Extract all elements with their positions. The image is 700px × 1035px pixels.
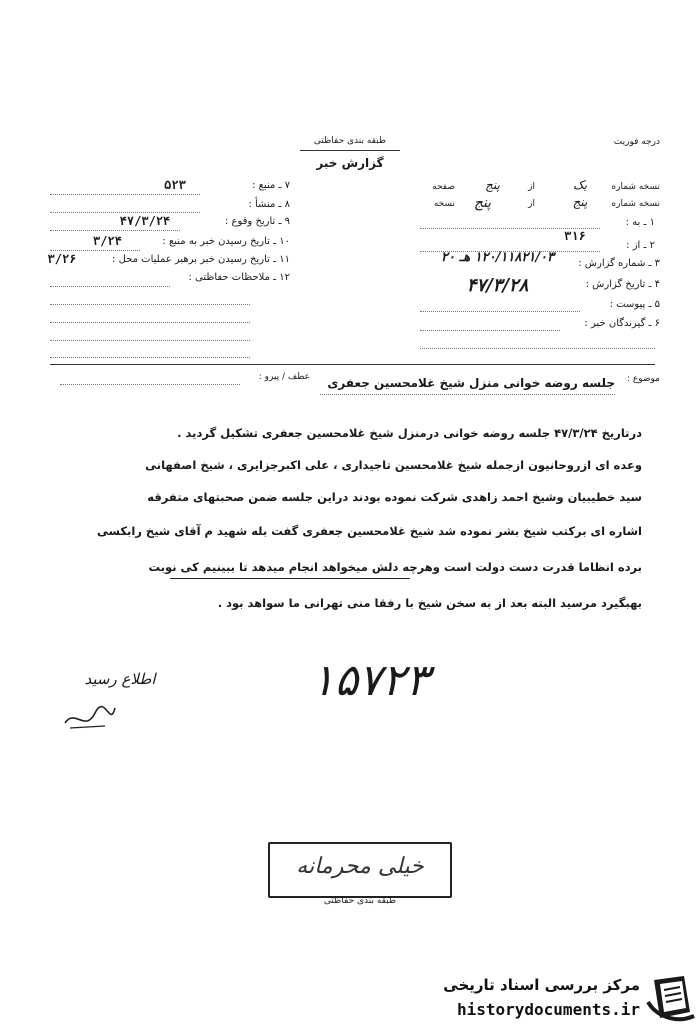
dotline bbox=[420, 330, 560, 331]
copy-number2-value: پنج bbox=[572, 195, 588, 209]
body-line: وعده ای ازروحانیون ازجمله شیخ غلامحسین تاجیداری ، علی اکبرجزایری ، شیخ اصفهانی bbox=[145, 458, 642, 472]
attachment-label: ۵ ـ پیوست : bbox=[609, 299, 660, 310]
body-line: برده انظاما قدرت دست دولت است وهرچه دلش میخواهد انجام میدهد تا ببینیم کی نوبت bbox=[148, 560, 642, 574]
body-line: اشاره ای برکتب شیخ بشر نموده شد شیخ غلامحسین جعفری گفت بله شهید م آقای شیخ رابکسی bbox=[97, 524, 642, 538]
copy-from-label: از bbox=[528, 182, 535, 192]
copy-total-value: پنج bbox=[485, 178, 500, 192]
field-event-date-label: ۹ ـ تاریخ وقوع : bbox=[224, 216, 290, 227]
field-source-received-label: ۱۰ ـ تاریخ رسیدن خبر به منبع : bbox=[162, 236, 290, 247]
dotline bbox=[50, 304, 250, 305]
underline bbox=[170, 578, 410, 579]
copy-page-label: صفحه bbox=[432, 182, 455, 192]
archive-name: مرکز بررسی اسناد تاریخی bbox=[443, 976, 640, 994]
copy-number-value: یک bbox=[572, 178, 588, 192]
handwritten-note: اطلاع رسید bbox=[84, 670, 156, 688]
report-date-label: ۴ ـ تاریخ گزارش : bbox=[585, 279, 660, 290]
dotline bbox=[50, 286, 170, 287]
copy2-from-label: از bbox=[528, 199, 535, 209]
dotline bbox=[420, 311, 580, 312]
body-line: درتاریخ ۴۷/۳/۲۴ جلسه روضه خوانی درمنزل شیخ غلامحسین جعفری تشکیل گردید . bbox=[177, 426, 642, 440]
field-ops-received-value: ۳/۲۶ bbox=[47, 252, 77, 266]
to-label: ۱ ـ به : bbox=[625, 217, 655, 228]
copy2-total-value: پنج bbox=[473, 195, 492, 211]
copy-number2-label: نسخه شماره bbox=[611, 199, 660, 209]
copy-number-label: نسخه شماره bbox=[611, 182, 660, 192]
field-security-notes-label: ۱۲ ـ ملاحظات حفاظتی : bbox=[188, 272, 290, 283]
priority-label: درجه فوریت bbox=[613, 137, 660, 147]
archive-site: historydocuments.ir bbox=[456, 1000, 640, 1019]
report-title: گزارش خبر bbox=[316, 156, 384, 170]
dotline bbox=[50, 322, 250, 323]
dotline bbox=[420, 228, 600, 229]
subject-label: موضوع : bbox=[626, 374, 660, 384]
report-date-value: ۴۷/۳/۲۸ bbox=[466, 275, 529, 296]
dotline bbox=[320, 394, 615, 395]
dotline bbox=[50, 230, 180, 231]
field-origin-label: ۸ ـ منشأ : bbox=[248, 199, 290, 210]
dotline bbox=[50, 194, 200, 195]
from-label: ۲ ـ از : bbox=[626, 240, 655, 251]
archive-watermark bbox=[410, 962, 700, 1035]
recipients-label: ۶ ـ گیرندگان خبر : bbox=[584, 318, 660, 329]
classification-top: طبقه بندی حفاظتی bbox=[313, 136, 387, 146]
signature-scribble bbox=[60, 698, 120, 738]
dotline bbox=[420, 348, 655, 349]
field-ops-received-label: ۱۱ ـ تاریخ رسیدن خبر برهبر عملیات محل : bbox=[112, 254, 290, 265]
field-source-label: ۷ ـ منبع : bbox=[252, 180, 290, 191]
field-event-date-value: ۴۷/۳/۲۴ bbox=[119, 214, 171, 228]
dotline bbox=[50, 212, 200, 213]
stamp-text: خیلی محرمانه bbox=[296, 854, 424, 879]
body-line: بهبگیرد مرسید البته بعد از به سخن شیخ با رفقا منی تهرانی ما سواهد بود . bbox=[217, 596, 642, 610]
archive-logo-icon bbox=[646, 972, 696, 1027]
report-number-label: ۳ ـ شماره گزارش : bbox=[578, 258, 660, 269]
classification-bottom: طبقه بندی حفاظتی bbox=[323, 896, 397, 906]
handwritten-number: ۱۵۷۲۳ bbox=[310, 655, 430, 706]
dotline bbox=[50, 250, 140, 251]
field-source-value: ۵۲۳ bbox=[164, 178, 186, 192]
classification-stamp bbox=[268, 842, 452, 898]
copy2-page-label: نسخه bbox=[433, 199, 455, 209]
header-rule bbox=[300, 150, 400, 151]
reference-label: عطف / پیرو : bbox=[258, 372, 310, 382]
field-source-received-value: ۳/۲۴ bbox=[93, 234, 122, 248]
to-value: ۳۱۶ bbox=[564, 229, 586, 243]
dotline bbox=[50, 357, 250, 358]
body-line: سید خطیبیان وشیخ احمد زاهدی شرکت نموده بودند دراین جلسه ضمن صحبتهای متفرقه bbox=[147, 490, 642, 504]
subject-text: جلسه روضه خوانی منزل شیخ غلامحسین جعفری bbox=[327, 376, 615, 390]
report-number-value: ۱۲۰/۱۱۸۲۱/۰۳ هـ ۲۰ bbox=[440, 250, 554, 265]
section-divider bbox=[50, 364, 655, 365]
dotline bbox=[50, 340, 250, 341]
dotline bbox=[60, 384, 240, 385]
